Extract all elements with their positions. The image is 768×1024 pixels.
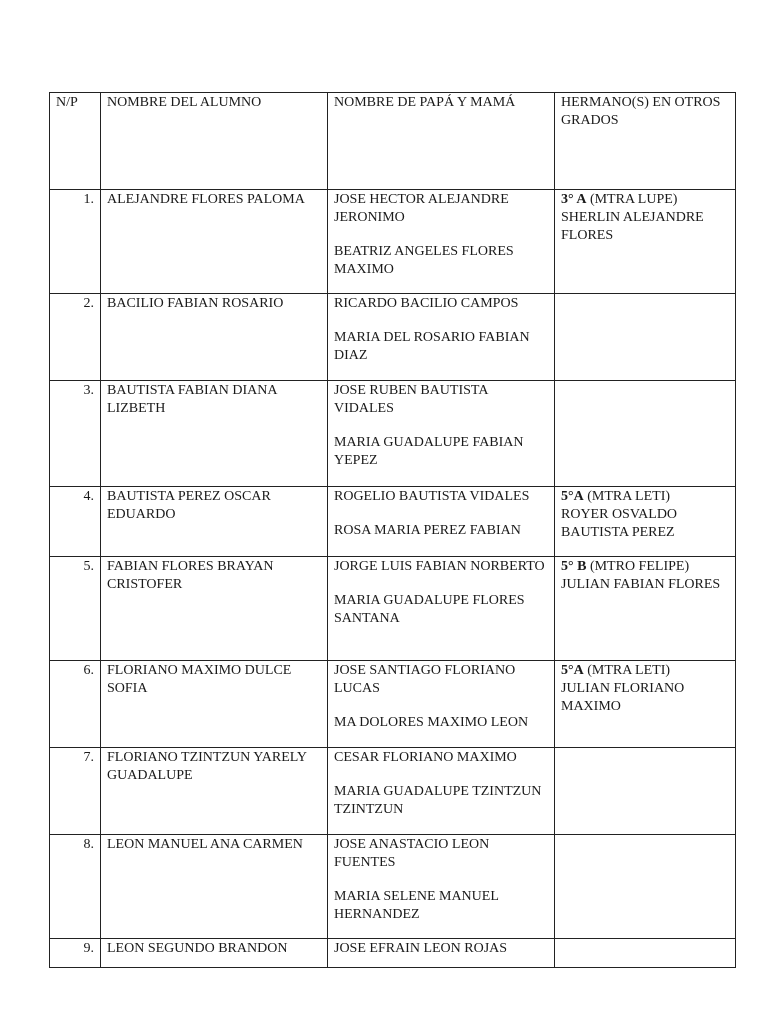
row-number: 6. — [50, 661, 101, 748]
sibling-teacher: (MTRO FELIPE) — [586, 559, 690, 574]
mother-name: MARIA GUADALUPE FABIAN YEPEZ — [334, 435, 524, 468]
table-row — [50, 748, 736, 835]
parents-cell — [328, 748, 555, 835]
parents-cell — [328, 835, 555, 939]
parents-cell — [328, 661, 555, 748]
student-name: FABIAN FLORES BRAYAN CRISTOFER — [101, 557, 328, 661]
siblings-cell — [555, 381, 736, 487]
table-row — [50, 557, 736, 661]
student-name: BAUTISTA FABIAN DIANA LIZBETH — [101, 381, 328, 487]
father-name: JOSE HECTOR ALEJANDRE JERONIMO — [334, 192, 509, 225]
siblings-cell — [555, 835, 736, 939]
mother-name: MARIA DEL ROSARIO FABIAN DIAZ — [334, 330, 530, 363]
student-name: FLORIANO TZINTZUN YARELY GUADALUPE — [101, 748, 328, 835]
mother-name: ROSA MARIA PEREZ FABIAN — [334, 523, 521, 538]
parents-cell — [328, 557, 555, 661]
father-name: RICARDO BACILIO CAMPOS — [334, 296, 519, 311]
row-number: 4. — [50, 487, 101, 557]
header-siblings: HERMANO(S) EN OTROS GRADOS — [555, 93, 736, 190]
parents-cell — [328, 939, 555, 968]
parents-cell — [328, 487, 555, 557]
sibling-grade: 5°A — [561, 489, 584, 504]
siblings-cell — [555, 294, 736, 381]
siblings-cell — [555, 939, 736, 968]
sibling-teacher: (MTRA LETI) — [583, 663, 671, 678]
table-row — [50, 835, 736, 939]
siblings-cell — [555, 557, 736, 661]
table-row — [50, 190, 736, 294]
sibling-teacher: (MTRA LETI) — [583, 489, 671, 504]
table-row — [50, 381, 736, 487]
parents-cell — [328, 190, 555, 294]
sibling-name: ROYER OSVALDO BAUTISTA PEREZ — [561, 507, 678, 540]
father-name: ROGELIO BAUTISTA VIDALES — [334, 489, 530, 504]
sibling-grade: 5° B — [561, 559, 587, 574]
table-header-row — [50, 93, 736, 190]
mother-name: BEATRIZ ANGELES FLORES MAXIMO — [334, 244, 514, 277]
student-roster-table — [49, 92, 736, 968]
father-name: JOSE RUBEN BAUTISTA VIDALES — [334, 383, 488, 416]
father-name: JOSE SANTIAGO FLORIANO LUCAS — [334, 663, 516, 696]
siblings-cell — [555, 661, 736, 748]
table-row — [50, 487, 736, 557]
row-number: 5. — [50, 557, 101, 661]
row-number: 1. — [50, 190, 101, 294]
mother-name: MA DOLORES MAXIMO LEON — [334, 715, 529, 730]
header-np: N/P — [50, 93, 101, 190]
row-number: 9. — [50, 939, 101, 968]
student-name: ALEJANDRE FLORES PALOMA — [101, 190, 328, 294]
sibling-grade: 3° A — [561, 192, 587, 207]
sibling-name: SHERLIN ALEJANDRE FLORES — [561, 210, 704, 243]
mother-name: MARIA GUADALUPE FLORES SANTANA — [334, 593, 525, 626]
father-name: JOSE EFRAIN LEON ROJAS — [334, 941, 508, 956]
mother-name: MARIA SELENE MANUEL HERNANDEZ — [334, 889, 499, 922]
student-name: FLORIANO MAXIMO DULCE SOFIA — [101, 661, 328, 748]
student-name: LEON MANUEL ANA CARMEN — [101, 835, 328, 939]
row-number: 3. — [50, 381, 101, 487]
sibling-name: JULIAN FABIAN FLORES — [561, 577, 721, 592]
parents-cell — [328, 381, 555, 487]
siblings-cell — [555, 190, 736, 294]
row-number: 7. — [50, 748, 101, 835]
table-row — [50, 294, 736, 381]
parents-cell — [328, 294, 555, 381]
student-name: LEON SEGUNDO BRANDON — [101, 939, 328, 968]
student-name: BAUTISTA PEREZ OSCAR EDUARDO — [101, 487, 328, 557]
siblings-cell — [555, 748, 736, 835]
sibling-teacher: (MTRA LUPE) — [586, 192, 678, 207]
siblings-cell — [555, 487, 736, 557]
father-name: JOSE ANASTACIO LEON FUENTES — [334, 837, 490, 870]
father-name: CESAR FLORIANO MAXIMO — [334, 750, 517, 765]
row-number: 2. — [50, 294, 101, 381]
header-parents: NOMBRE DE PAPÁ Y MAMÁ — [328, 93, 555, 190]
mother-name: MARIA GUADALUPE TZINTZUN TZINTZUN — [334, 784, 542, 817]
sibling-grade: 5°A — [561, 663, 584, 678]
row-number: 8. — [50, 835, 101, 939]
header-student: NOMBRE DEL ALUMNO — [101, 93, 328, 190]
father-name: JORGE LUIS FABIAN NORBERTO — [334, 559, 545, 574]
student-name: BACILIO FABIAN ROSARIO — [101, 294, 328, 381]
sibling-name: JULIAN FLORIANO MAXIMO — [561, 681, 685, 714]
table-row — [50, 661, 736, 748]
table-row — [50, 939, 736, 968]
